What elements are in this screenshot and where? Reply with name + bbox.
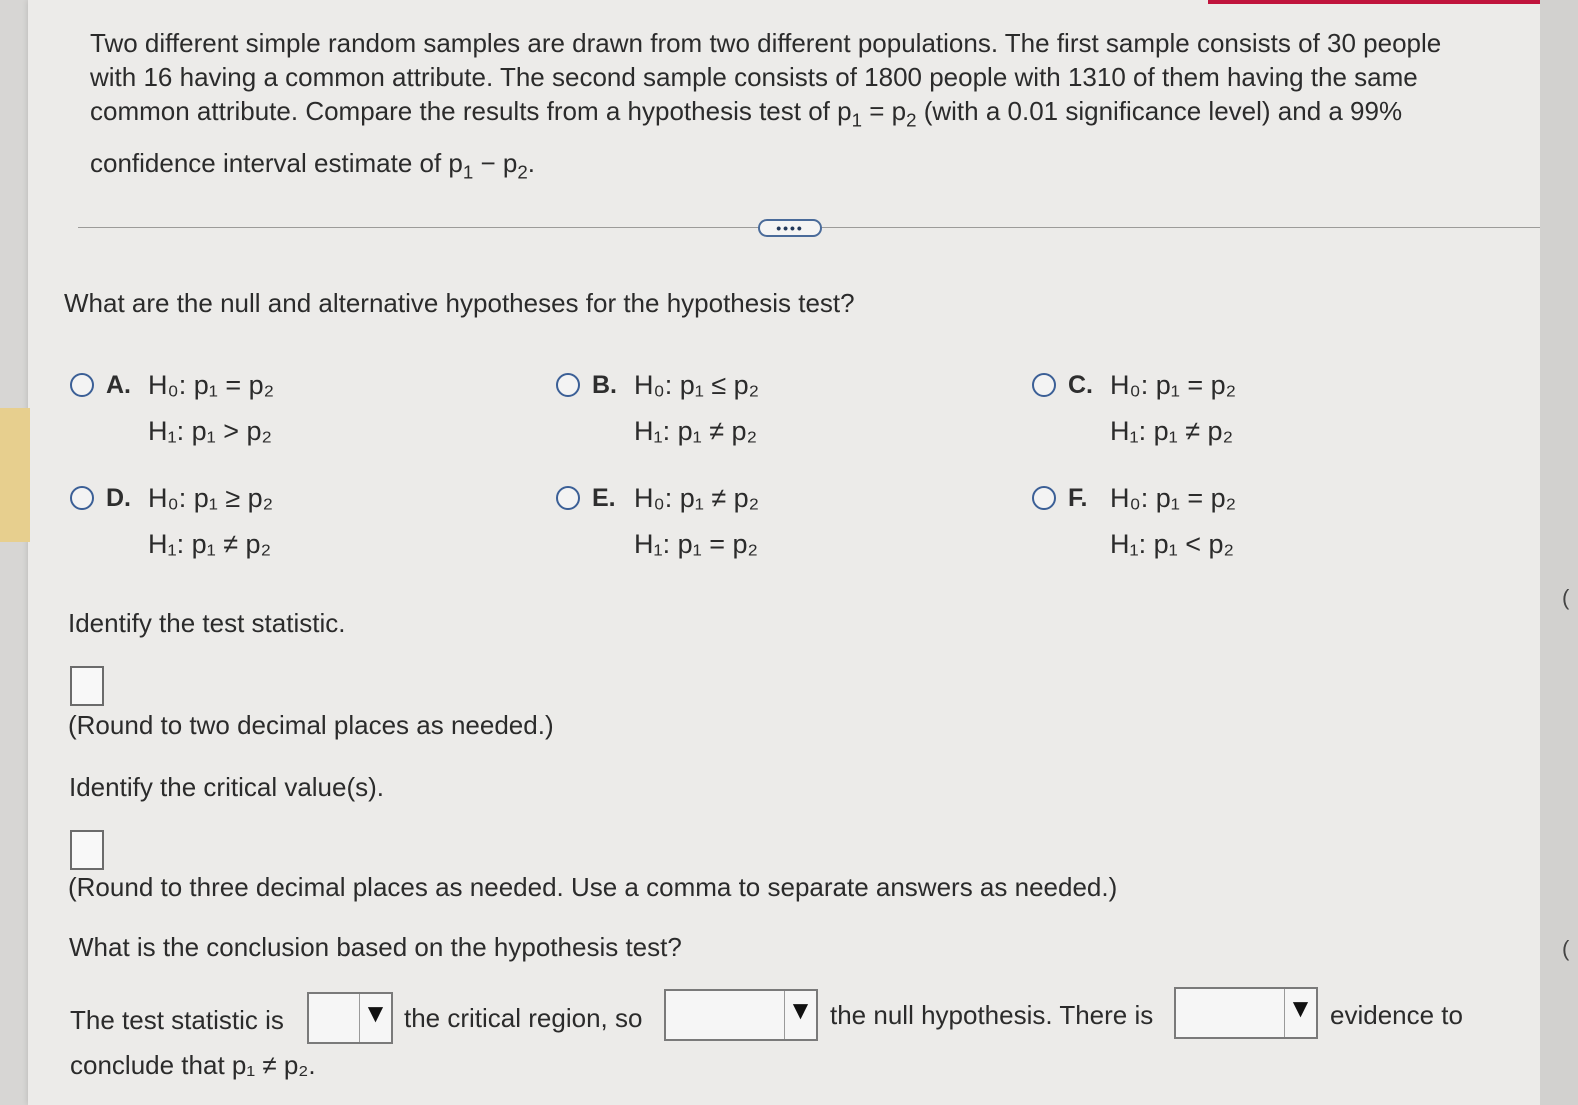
option-hypotheses	[634, 475, 759, 567]
critical-values-note: (Round to three decimal places as needed. Use a comma to separate answers as needed.)	[68, 872, 1118, 902]
option-letter: D.	[106, 484, 131, 512]
radio-icon[interactable]	[70, 373, 94, 397]
conclusion-text-5: conclude that p₁ ≠ p₂.	[70, 1050, 316, 1080]
subscript-2: 2	[906, 109, 917, 131]
option-a[interactable]	[70, 368, 274, 454]
critical-values-input[interactable]	[70, 830, 104, 870]
option-f[interactable]	[1032, 481, 1236, 567]
conclusion-text-2: the critical region, so	[404, 1003, 643, 1033]
option-b[interactable]	[556, 368, 759, 454]
test-statistic-note: (Round to two decimal places as needed.)	[68, 710, 554, 740]
top-accent-bar	[1208, 0, 1578, 4]
conclusion-text-3: the null hypothesis. There is	[830, 1000, 1154, 1030]
region-dropdown[interactable]	[307, 992, 393, 1044]
alt-hypothesis: H₁: p₁ ≠ p₂	[148, 529, 272, 559]
question-line-3-a: common attribute. Compare the results from a hypothesis test of p	[90, 96, 852, 126]
conclusion-text-4: evidence to	[1330, 1000, 1463, 1030]
right-edge-mark-2: (	[1562, 936, 1570, 961]
option-e[interactable]	[556, 481, 759, 567]
decision-dropdown[interactable]	[664, 989, 818, 1041]
null-hypothesis: H₀: p₁ ≠ p₂	[634, 483, 760, 513]
test-statistic-prompt: Identify the test statistic.	[68, 608, 346, 638]
null-hypothesis: H₀: p₁ = p₂	[1110, 483, 1237, 513]
dropdown-arrow-icon[interactable]: ▼	[359, 994, 391, 1042]
null-hypothesis: H₀: p₁ ≤ p₂	[634, 370, 760, 400]
null-hypothesis: H₀: p₁ = p₂	[1110, 370, 1237, 400]
question-line-4-b: − p	[473, 147, 518, 178]
alt-hypothesis: H₁: p₁ = p₂	[634, 529, 759, 559]
expand-more-button[interactable]: ••••	[758, 219, 822, 237]
alt-hypothesis: H₁: p₁ > p₂	[148, 416, 273, 446]
radio-icon[interactable]	[556, 373, 580, 397]
question-line-3	[90, 94, 1530, 138]
radio-icon[interactable]	[1032, 373, 1056, 397]
evidence-dropdown[interactable]	[1174, 987, 1318, 1039]
test-statistic-input[interactable]	[70, 666, 104, 706]
option-hypotheses	[148, 362, 274, 454]
left-tab-marker	[0, 408, 30, 542]
option-d[interactable]	[70, 481, 273, 567]
conclusion-text-1: The test statistic is	[70, 1005, 284, 1035]
null-hypothesis: H₀: p₁ = p₂	[148, 370, 275, 400]
question-line-2: with 16 having a common attribute. The second sample consists of 1800 people with 1310 of them having the same	[90, 62, 1418, 92]
subscript-1: 1	[851, 109, 862, 131]
question-line-4-c: .	[527, 147, 536, 178]
radio-icon[interactable]	[70, 486, 94, 510]
subscript-1b: 1	[462, 161, 474, 183]
hypotheses-prompt: What are the null and alternative hypotheses for the hypothesis test?	[64, 288, 855, 318]
critical-values-prompt: Identify the critical value(s).	[69, 772, 385, 802]
question-text	[90, 26, 1530, 189]
option-hypotheses	[1110, 362, 1236, 454]
option-hypotheses	[1110, 475, 1236, 567]
dropdown-arrow-icon[interactable]: ▼	[1284, 989, 1316, 1037]
alt-hypothesis: H₁: p₁ ≠ p₂	[634, 416, 758, 446]
question-line-4-a: confidence interval estimate of p	[90, 147, 463, 178]
option-letter: C.	[1068, 371, 1093, 399]
option-c[interactable]	[1032, 368, 1236, 454]
question-line-3-b: = p	[861, 96, 907, 126]
alt-hypothesis: H₁: p₁ ≠ p₂	[1110, 416, 1234, 446]
conclusion-prompt: What is the conclusion based on the hypothesis test?	[69, 932, 682, 962]
option-letter: B.	[592, 371, 617, 399]
radio-icon[interactable]	[1032, 486, 1056, 510]
question-page	[28, 0, 1540, 1105]
option-letter: A.	[106, 371, 131, 399]
right-edge-mark-1: (	[1562, 585, 1570, 610]
radio-icon[interactable]	[556, 486, 580, 510]
option-letter: F.	[1068, 484, 1088, 512]
subscript-2b: 2	[517, 161, 528, 183]
option-hypotheses	[148, 475, 273, 567]
option-letter: E.	[592, 484, 616, 512]
question-line-1: Two different simple random samples are drawn from two different populations. The first sample consists of 30 people	[90, 28, 1442, 58]
option-hypotheses	[634, 362, 759, 454]
null-hypothesis: H₀: p₁ ≥ p₂	[148, 483, 274, 513]
right-panel-edge	[1540, 0, 1578, 1105]
question-line-3-c: (with a 0.01 significance level) and a 99%	[916, 96, 1403, 126]
alt-hypothesis: H₁: p₁ < p₂	[1110, 529, 1235, 559]
question-line-4	[90, 146, 1530, 190]
dropdown-arrow-icon[interactable]: ▼	[784, 991, 816, 1039]
